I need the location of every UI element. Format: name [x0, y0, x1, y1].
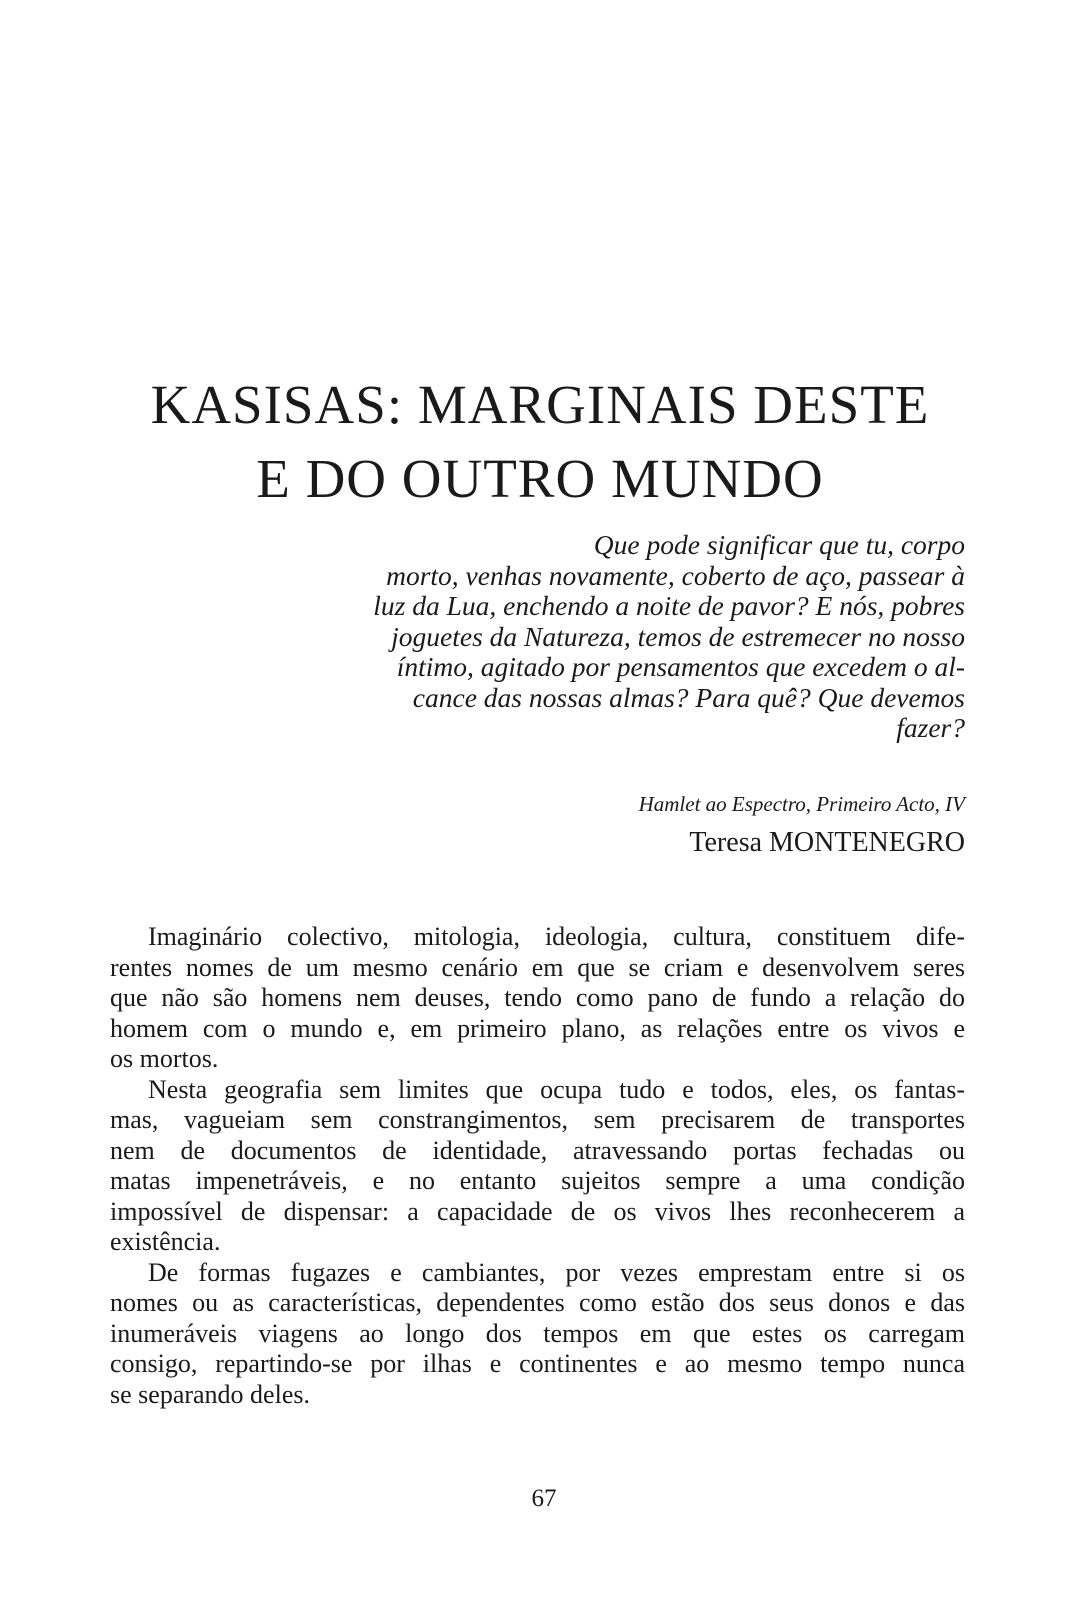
text-line: existência.: [110, 1227, 221, 1256]
article-body: [110, 922, 965, 1410]
text-line: inumeráveis viagens ao longo dos tempos em que estes os carregam: [110, 1318, 965, 1348]
paragraph: [110, 1258, 965, 1411]
epigraph-line: fazer?: [896, 712, 965, 743]
epigraph: [268, 530, 965, 744]
text-line: Imaginário colectivo, mitologia, ideologia, cultura, constituem dife-: [148, 922, 965, 951]
text-line: homem com o mundo e, em primeiro plano, as relações entre os vivos e: [110, 1013, 965, 1043]
paragraph: [110, 1075, 965, 1258]
text-line: mas, vagueiam sem constrangimentos, sem precisarem de transportes: [110, 1105, 965, 1134]
epigraph-line: luz da Lua, enchendo a noite de pavor? E nós, pobres: [373, 590, 965, 621]
epigraph-citation: Hamlet ao Espectro, Primeiro Acto, IV: [638, 792, 965, 816]
text-line: nem de documentos de identidade, atravessando portas fechadas ou: [110, 1135, 965, 1165]
text-line: se separando deles.: [110, 1379, 310, 1409]
author-name: Teresa MONTENEGRO: [689, 827, 965, 858]
title-line-2: E DO OUTRO MUNDO: [256, 448, 824, 509]
title-line-1: KASISAS: MARGINAIS DESTE: [150, 374, 930, 435]
epigraph-line: cance das nossas almas? Para quê? Que devemos: [412, 681, 965, 713]
epigraph-line: íntimo, agitado por pensamentos que excedem o al-: [396, 651, 965, 682]
epigraph-line: joguetes da Natureza, temos de estremecer no nosso: [391, 620, 965, 652]
epigraph-line: morto, venhas novamente, coberto de aço, passear à: [386, 559, 965, 591]
text-line: impossível de dispensar: a capacidade de os vivos lhes reconhecerem a: [110, 1196, 965, 1226]
text-line: matas impenetráveis, e no entanto sujeitos sempre a uma condição: [110, 1166, 965, 1195]
text-line: que não são homens nem deuses, tendo como pano de fundo a relação do: [110, 983, 965, 1012]
text-line: De formas fugazes e cambiantes, por vezes emprestam entre si os: [148, 1257, 965, 1287]
article-title: [100, 368, 980, 516]
page-number: 67: [531, 1485, 557, 1512]
text-line: consigo, repartindo-se por ilhas e continentes e ao mesmo tempo nunca: [110, 1349, 965, 1378]
epigraph-line: Que pode significar que tu, corpo: [593, 529, 965, 560]
paragraph: [110, 922, 965, 1075]
text-line: os mortos.: [110, 1044, 219, 1073]
text-line: Nesta geografia sem limites que ocupa tudo e todos, eles, os fantas-: [148, 1074, 965, 1104]
text-line: rentes nomes de um mesmo cenário em que se criam e desenvolvem seres: [110, 952, 965, 982]
text-line: nomes ou as características, dependentes como estão dos seus donos e das: [110, 1288, 965, 1317]
